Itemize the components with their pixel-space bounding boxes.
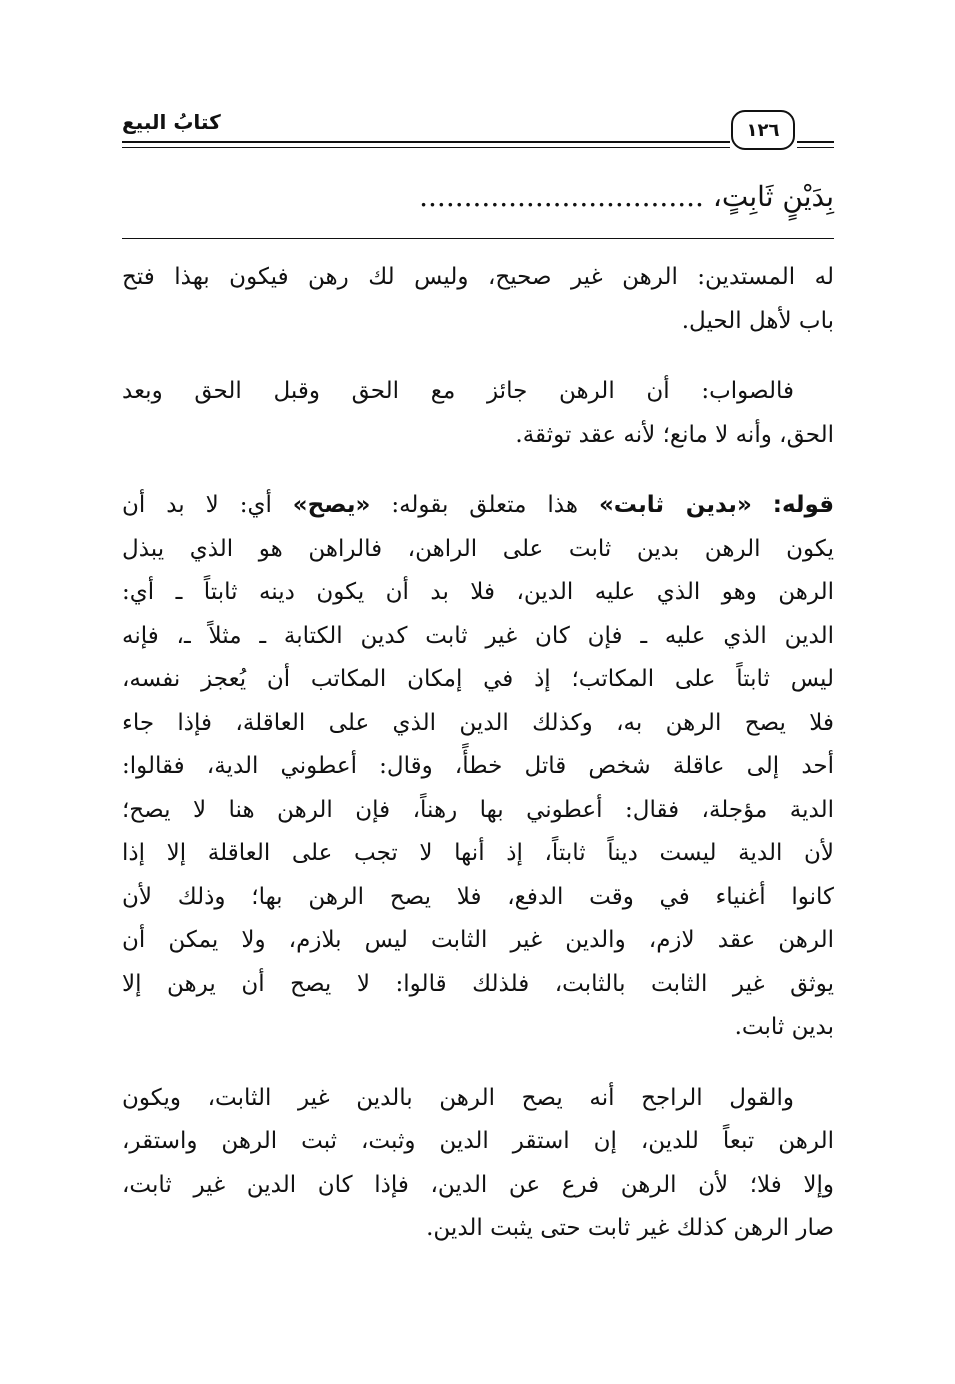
header-rule xyxy=(122,147,730,148)
text-line: بدين ثابت. xyxy=(734,1014,834,1040)
matn-text: بِدَيْنٍ ثَابِتٍ، xyxy=(712,180,834,213)
text-line xyxy=(122,484,834,528)
text-line: الرهن وهو الذي عليه الدين، فلا بد أن يكون دينه ثابتاً ـ أي: xyxy=(122,579,834,605)
text-line: صار الرهن كذلك غير ثابت حتى يثبت الدين. xyxy=(426,1215,834,1241)
quoted-term: «يصح» xyxy=(292,492,371,518)
paragraph xyxy=(122,256,834,343)
text-line: باب لأهل الحيل. xyxy=(681,307,834,334)
lead-bold: قوله: xyxy=(772,492,835,518)
commentary-body xyxy=(122,256,834,1278)
text-line: الحق، وأنه لا مانع؛ لأنه عقد توثقة. xyxy=(515,421,834,448)
text-line: أحد إلى عاقلة شخص قاتل خطأً، وقال: أعطوني الدية، فقالوا: xyxy=(122,753,834,779)
text-line: الدين الذي عليه ـ فإن كان غير ثابت كدين الكتابة ـ مثلاً ـ، فإنه xyxy=(122,622,834,649)
text-line: فلا يصح الرهن به، وكذلك الدين الذي على العاقلة، فإذا جاء xyxy=(122,709,834,736)
paragraph xyxy=(122,370,834,457)
matn-dots: ................................ xyxy=(419,180,704,213)
text-line: يكون الرهن بدين ثابت على الراهن، فالراهن هو الذي يبذل xyxy=(122,535,834,562)
text-line: له المستدين: الرهن غير صحيح، وليس لك رهن فيكون بهذا فتح xyxy=(122,264,834,290)
header-rule xyxy=(122,141,730,143)
matn-divider xyxy=(122,238,834,239)
text-line: لأن الدية ليست ديناً ثابتاً، إذ أنها لا تجب على العاقلة إلا إذا xyxy=(122,840,834,866)
text-line: الرهن تبعاً للدين، إن استقر الدين وثبت، ثبت الرهن واستقر، xyxy=(122,1128,834,1154)
text-span: هذا متعلق بقوله: xyxy=(391,492,578,518)
header-rule xyxy=(797,141,834,143)
page-header xyxy=(122,104,834,160)
text-line: ليس ثابتاً على المكاتب؛ إذ في إمكان المكاتب أن يُعجز نفسه، xyxy=(122,666,834,692)
text-line: الرهن عقد لازم، والدين غير الثابت ليس بلازم، ولا يمكن أن xyxy=(122,927,834,953)
text-line: وإلا فلا؛ لأن الرهن فرع عن الدين، فإذا كان الدين غير ثابت، xyxy=(122,1171,834,1198)
text-span: أي: لا بد أن xyxy=(122,492,272,518)
text-line: كانوا أغنياء في وقت الدفع، فلا يصح الرهن بها؛ وذلك لأن xyxy=(122,883,834,910)
header-rule xyxy=(797,147,834,148)
text-line: والقول الراجح أنه يصح الرهن بالدين غير الثابت، ويكون xyxy=(122,1084,794,1111)
text-line: يوثق غير الثابت بالثابت، فلذلك قالوا: لا يصح أن يرهن إلا xyxy=(122,970,834,997)
paragraph xyxy=(122,484,834,1050)
page-number: ١٢٦ xyxy=(731,110,795,150)
text-line: الدية مؤجلة، فقال: أعطوني بها رهناً، فإن الرهن هنا لا يصح؛ xyxy=(122,796,834,823)
matn-line xyxy=(122,180,834,213)
text-line: فالصواب: أن الرهن جائز مع الحق وقبل الحق وبعد xyxy=(122,378,794,404)
paragraph xyxy=(122,1077,834,1251)
quoted-term: «بدين ثابت» xyxy=(598,492,752,518)
book-title: كتابُ البيع xyxy=(122,110,221,134)
